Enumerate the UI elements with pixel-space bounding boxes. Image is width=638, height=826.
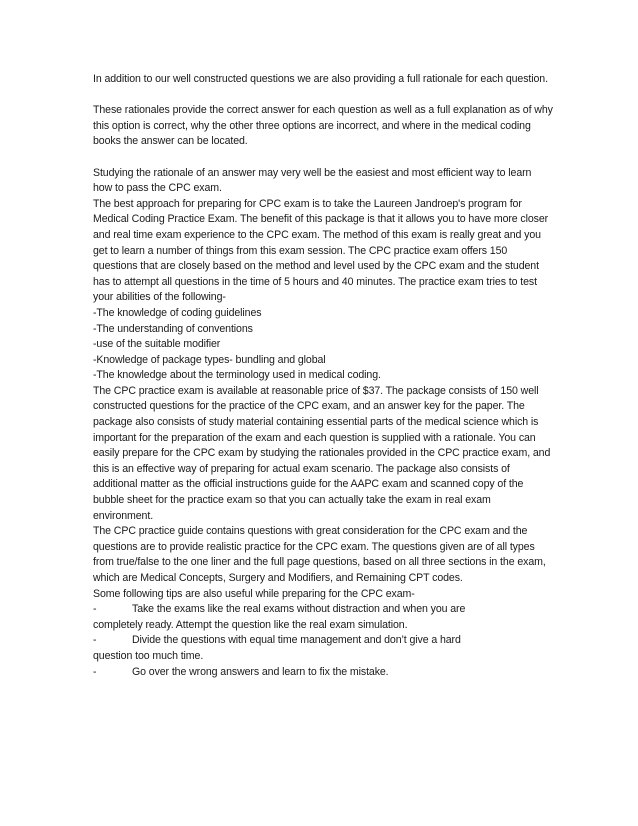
paragraph-best-approach: The best approach for preparing for CPC exam is to take the Laureen Jandroep's program for Medical Coding Practice Exam. The benefit of this package is that it allows you to have more closer and real time exam experience to the CPC exam. The method of this exam is really great and you get to learn a number of things from this exam session. The CPC practice exam offers 150 questions that are closely based on the method and level used by the CPC exam and the student has to attempt all questions in the time of 5 hours and 40 minutes. The practice exam tries to test your abilities of the following- xyxy=(93,197,549,304)
paragraph-studying-rationale: Studying the rationale of an answer may very well be the easiest and most efficient way to learn how to pass the CPC exam. xyxy=(93,166,532,195)
list-item-modifier: -use of the suitable modifier xyxy=(93,338,221,351)
tip-text: Take the exams like the real exams without distraction and when you are xyxy=(132,603,466,616)
document-body xyxy=(93,72,553,680)
paragraph-rationale-details: These rationales provide the correct answer for each question as well as a full explanation as of why this option is correct, why the other three options are incorrect, and where in the medical coding books the answer can be located. xyxy=(93,104,553,148)
list-item-conventions: -The understanding of conventions xyxy=(93,322,253,335)
tip-text: Divide the questions with equal time management and don’t give a hard xyxy=(132,634,461,647)
tip-item xyxy=(93,633,553,664)
tip-text: Go over the wrong answers and learn to fix the mistake. xyxy=(132,665,389,678)
list-item-coding-guidelines: -The knowledge of coding guidelines xyxy=(93,306,262,319)
paragraph-rationale-intro: In addition to our well constructed questions we are also providing a full rationale for each question. xyxy=(93,73,548,85)
paragraph-price-package: The CPC practice exam is available at reasonable price of $37. The package consists of 150 well constructed questions for the practice of the CPC exam, and an answer key for the paper. The package also consists of study material containing essential parts of the medical science which is important for the preparation of the exam and each question is supplied with a rationale. You can easily prepare for the CPC exam by studying the rationales provided in the CPC practice exam, and this is an effective way of preparing for actual exam scenario. The package also consists of additional matter as the official instructions guide for the AAPC exam and scanned copy of the bubble sheet for the practice exam so that you can actually take the exam in real exam environment. xyxy=(93,384,551,522)
tip-text-continued: completely ready. Attempt the question like the real exam simulation. xyxy=(93,618,408,631)
tip-dash: - xyxy=(93,665,97,678)
list-item-terminology: -The knowledge about the terminology used in medical coding. xyxy=(93,369,381,382)
tip-dash: - xyxy=(93,634,97,647)
tip-item xyxy=(93,665,553,681)
tip-item xyxy=(93,602,553,633)
tip-text-continued: question too much time. xyxy=(93,649,204,662)
list-item-package-types: -Knowledge of package types- bundling and global xyxy=(93,353,326,366)
tip-dash: - xyxy=(93,603,97,616)
paragraph-tips-intro: Some following tips are also useful while preparing for the CPC exam- xyxy=(93,587,415,600)
paragraph-practice-guide: The CPC practice guide contains questions with great consideration for the CPC exam and the questions are to provide realistic practice for the CPC exam. The questions given are of all types from true/false to the one liner and the full page questions, based on all three sections in the exam, which are Medical Concepts, Surgery and Modifiers, and Remaining CPT codes. xyxy=(93,525,546,584)
